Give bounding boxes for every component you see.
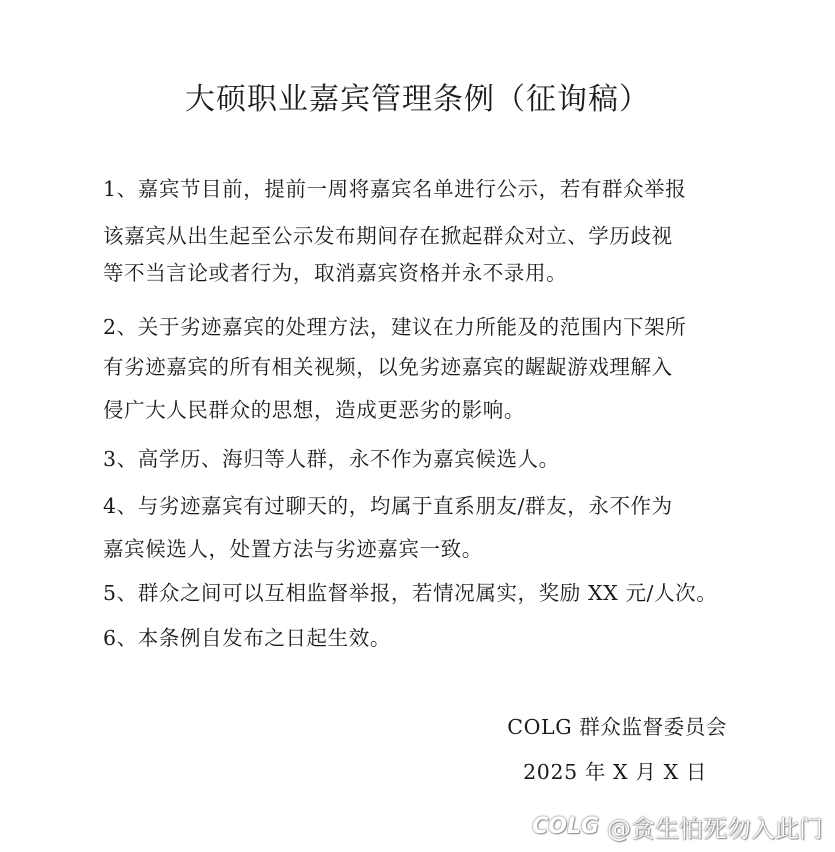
clause-6-line-1: 6、本条例自发布之日起生效。 bbox=[103, 626, 391, 650]
signature-date: 2025 年 X 月 X 日 bbox=[523, 760, 707, 784]
clause-1-line-3: 等不当言论或者行为，取消嘉宾资格并永不录用。 bbox=[103, 261, 568, 285]
watermark bbox=[532, 809, 823, 844]
clause-4-line-1: 4、与劣迹嘉宾有过聊天的，均属于直系朋友/群友，永不作为 bbox=[103, 494, 673, 518]
signature-committee: COLG 群众监督委员会 bbox=[507, 715, 727, 739]
clause-2-line-1: 2、关于劣迹嘉宾的处理方法，建议在力所能及的范围内下架所 bbox=[103, 315, 687, 339]
clause-1-line-1: 1、嘉宾节目前，提前一周将嘉宾名单进行公示，若有群众举报 bbox=[103, 177, 687, 201]
clause-3-line-1: 3、高学历、海归等人群，永不作为嘉宾候选人。 bbox=[103, 447, 560, 471]
document-title: 大硕职业嘉宾管理条例（征询稿） bbox=[185, 82, 650, 117]
clause-1-line-2: 该嘉宾从出生起至公示发布期间存在掀起群众对立、学历歧视 bbox=[103, 224, 673, 248]
watermark-text: @贪生怕死勿入此门 bbox=[607, 815, 823, 843]
colg-logo-icon: COLG bbox=[532, 814, 599, 839]
clause-2-line-3: 侵广大人民群众的思想，造成更恶劣的影响。 bbox=[103, 398, 525, 422]
clause-4-line-2: 嘉宾候选人，处置方法与劣迹嘉宾一致。 bbox=[103, 537, 483, 561]
clause-5-line-1: 5、群众之间可以互相监督举报，若情况属实，奖励 XX 元/人次。 bbox=[103, 581, 718, 605]
clause-2-line-2: 有劣迹嘉宾的所有相关视频，以免劣迹嘉宾的龌龊游戏理解入 bbox=[103, 355, 673, 379]
